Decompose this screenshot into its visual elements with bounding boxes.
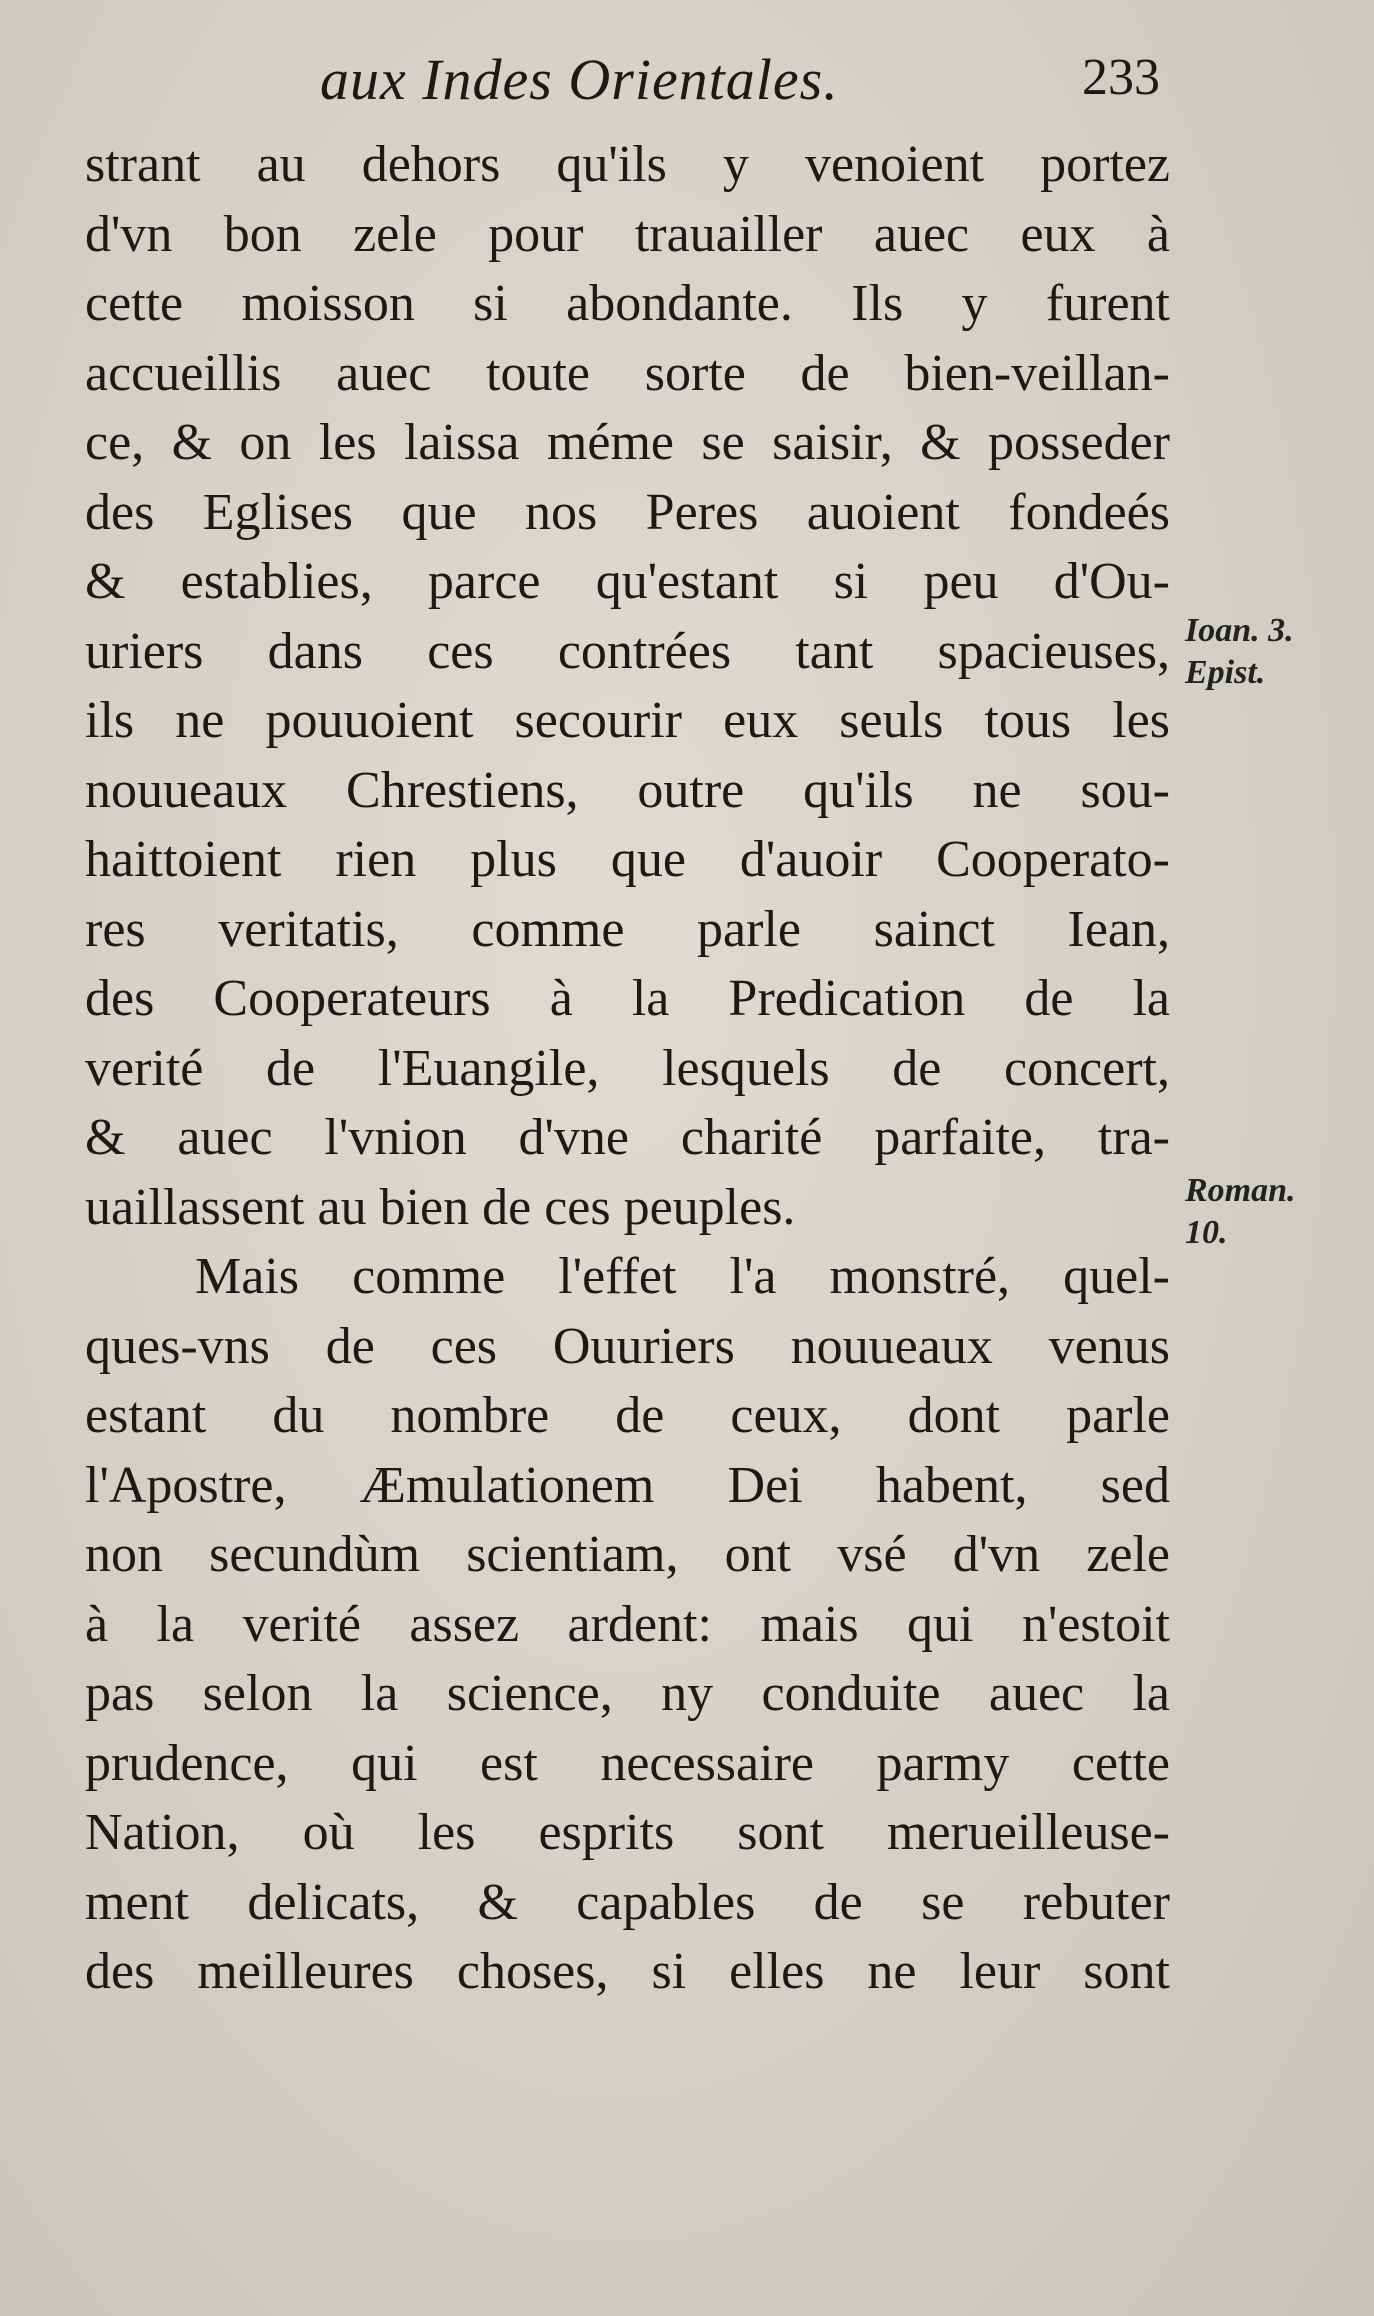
text-line: Nation, où les esprits sont merueilleuse-: [85, 1804, 1170, 1861]
margin-note-line: 10.: [1185, 1214, 1228, 1251]
body-text: [85, 130, 1170, 2007]
text-line: ment delicats, & capables de se rebuter: [85, 1873, 1170, 1931]
page-number: 233: [1082, 49, 1160, 106]
margin-note-line: Roman.: [1185, 1172, 1296, 1209]
text-line: haittoient rien plus que d'auoir Cooperato-: [85, 831, 1170, 888]
text-line: l'Apostre, Æmulationem Dei habent, sed: [85, 1456, 1170, 1514]
text-line: des meilleures choses, si elles ne leur sont: [85, 1943, 1170, 2000]
text-line: nouueaux Chrestiens, outre qu'ils ne sou-: [85, 761, 1170, 819]
text-line: pas selon la science, ny conduite auec la: [85, 1665, 1170, 1722]
text-line: & auec l'vnion d'vne charité parfaite, tra-: [85, 1109, 1170, 1166]
text-line: prudence, qui est necessaire parmy cette: [85, 1734, 1170, 1792]
text-line: ils ne pouuoient secourir eux seuls tous les: [85, 692, 1170, 749]
text-line: uriers dans ces contrées tant spacieuses,: [85, 622, 1170, 680]
text-line: des Cooperateurs à la Predication de la: [85, 970, 1170, 1027]
text-line: strant au dehors qu'ils y venoient portez: [85, 136, 1170, 193]
margin-note-line: Epist.: [1185, 654, 1266, 691]
text-line: verité de l'Euangile, lesquels de concert,: [85, 1039, 1170, 1097]
text-line: d'vn bon zele pour trauailler auec eux à: [85, 205, 1170, 263]
text-line: accueillis auec toute sorte de bien-veillan-: [85, 344, 1170, 402]
text-line: à la verité assez ardent: mais qui n'estoit: [85, 1595, 1170, 1653]
text-line: estant du nombre de ceux, dont parle: [85, 1387, 1170, 1444]
text-line: ques-vns de ces Ouuriers nouueaux venus: [85, 1317, 1170, 1375]
text-line: cette moisson si abondante. Ils y furent: [85, 275, 1170, 332]
page-header: [300, 38, 1170, 118]
text-line: uaillassent au bien de ces peuples.: [85, 1178, 796, 1236]
text-line: Mais comme l'effet l'a monstré, quel-: [195, 1248, 1170, 1305]
margin-note-line: Ioan. 3.: [1185, 612, 1294, 649]
text-line: des Eglises que nos Peres auoient fondeés: [85, 483, 1170, 541]
text-line: res veritatis, comme parle sainct Iean,: [85, 900, 1170, 958]
margin-note-ioan: [1185, 610, 1294, 694]
text-line: non secundùm scientiam, ont vsé d'vn zele: [85, 1526, 1170, 1583]
margin-note-roman: [1185, 1170, 1296, 1254]
text-line: ce, & on les laissa méme se saisir, & posseder: [85, 414, 1170, 471]
running-title: aux Indes Orientales.: [320, 47, 839, 112]
text-line: & establies, parce qu'estant si peu d'Ou-: [85, 553, 1170, 610]
